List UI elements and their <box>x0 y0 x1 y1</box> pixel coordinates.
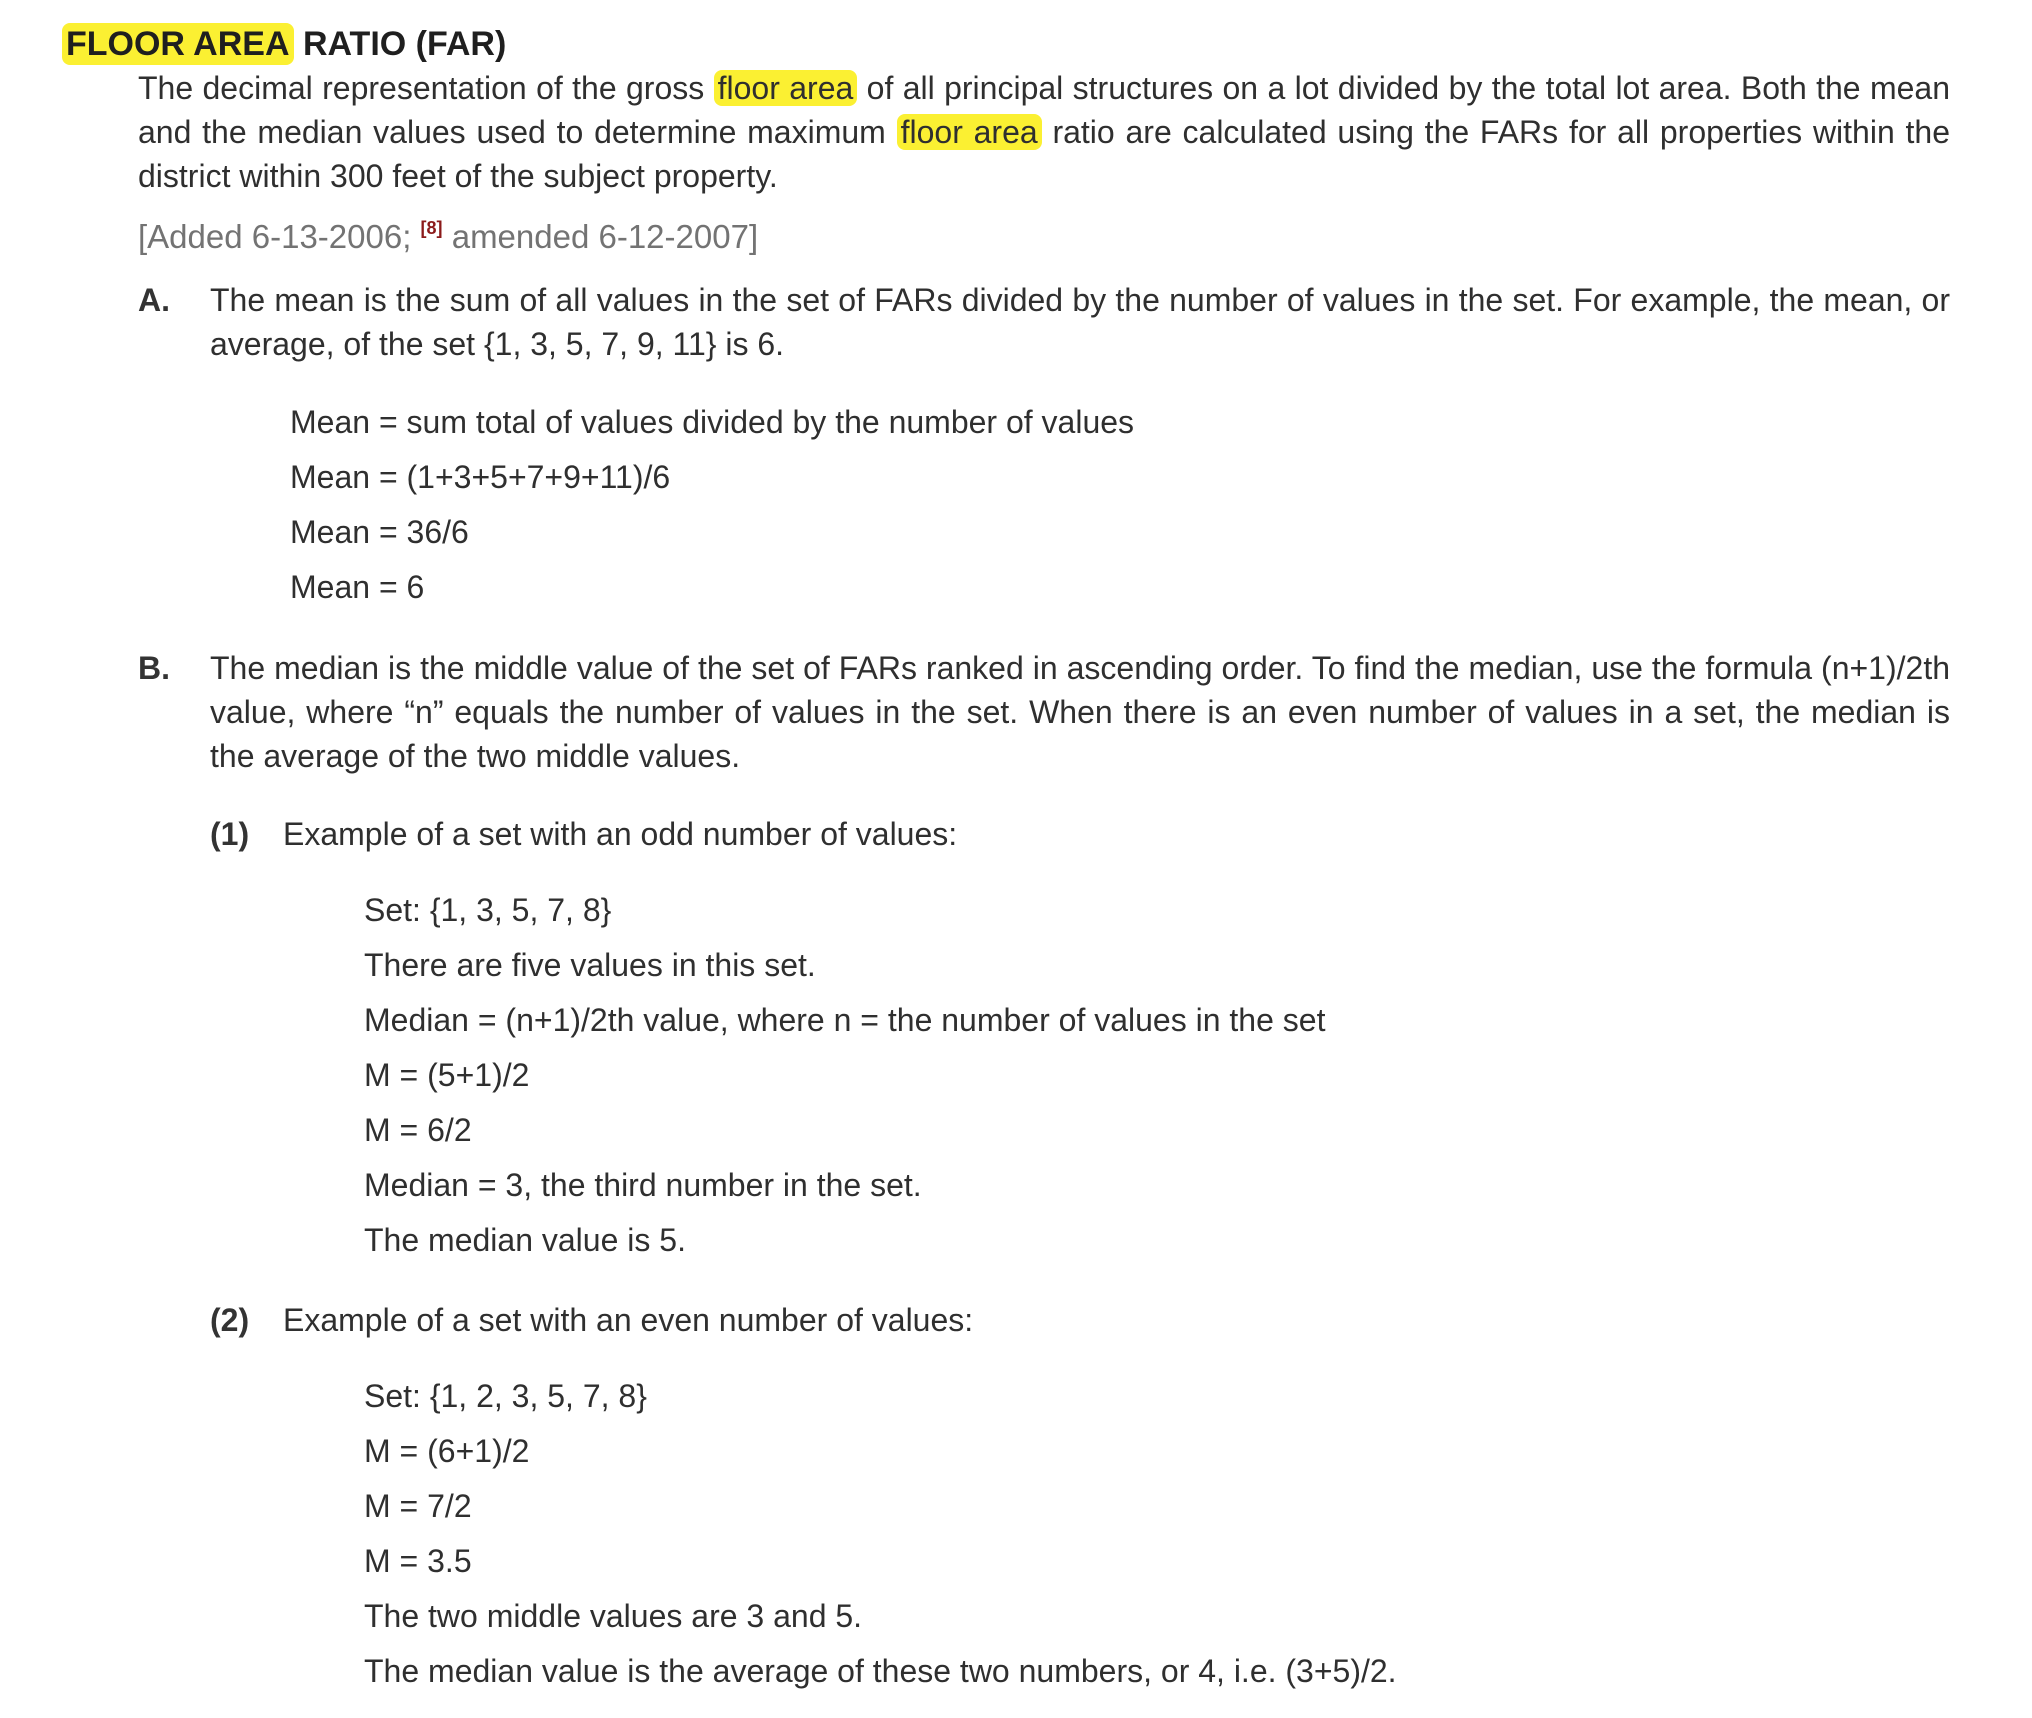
section-b-text: The median is the middle value of the set of FARs ranked in ascending order. To find the median, use the formula (n+1)/2th value, where “n” equals the number of values in the set. When there is an even number of values in a set, the median is the average of the two middle values. <box>210 650 1950 774</box>
even-example-line: The median value is the average of these two numbers, or 4, i.e. (3+5)/2. <box>364 1653 1397 1689</box>
subsection-1-label: (1) <box>210 816 250 852</box>
odd-example-line: Set: {1, 3, 5, 7, 8} <box>364 892 612 928</box>
search-highlight: floor area <box>897 114 1042 150</box>
even-example-line: M = 7/2 <box>364 1488 472 1524</box>
search-highlight: floor area <box>714 70 858 106</box>
odd-example-line: M = 6/2 <box>364 1112 472 1148</box>
odd-example-line: Median = (n+1)/2th value, where n = the number of values in the set <box>364 1002 1326 1038</box>
history-note <box>138 206 758 259</box>
definition-text-3: ratio are calculated using the FARs for all properties within the district within 300 feet of the subject property. <box>138 114 1951 194</box>
odd-example-line: There are five values in this set. <box>364 947 816 983</box>
heading-highlight: FLOOR AREA <box>62 23 294 65</box>
even-example-line: The two middle values are 3 and 5. <box>364 1598 863 1634</box>
mean-formula-line: Mean = (1+3+5+7+9+11)/6 <box>290 459 671 495</box>
definition-text-1: The decimal representation of the gross <box>138 70 714 106</box>
history-amended: amended 6-12-2007] <box>442 218 759 255</box>
footnote-link[interactable]: [8] <box>420 218 443 238</box>
even-example-line: Set: {1, 2, 3, 5, 7, 8} <box>364 1378 647 1414</box>
mean-formula-line: Mean = 6 <box>290 569 425 605</box>
definition-text-2: of all principal structures on a lot divided by the total lot area. Both the mean and the median values used to determine maximum <box>138 70 1951 150</box>
odd-example-line: Median = 3, the third number in the set. <box>364 1167 922 1203</box>
section-b-label: B. <box>138 650 170 686</box>
section-a-label: A. <box>138 282 170 318</box>
even-example-line: M = 3.5 <box>364 1543 472 1579</box>
mean-formula-line: Mean = 36/6 <box>290 514 469 550</box>
term-heading <box>62 20 506 68</box>
heading-rest: RATIO (FAR) <box>293 25 507 63</box>
section-a-text: The mean is the sum of all values in the set of FARs divided by the number of values in the set. For example, the mean, or average, of the set {1, 3, 5, 7, 9, 11} is 6. <box>210 282 1950 362</box>
subsection-2-title: Example of a set with an even number of values: <box>283 1302 974 1338</box>
subsection-1-title: Example of a set with an odd number of values: <box>283 816 958 852</box>
odd-example-line: The median value is 5. <box>364 1222 686 1258</box>
definition-paragraph <box>138 66 1950 198</box>
subsection-2-label: (2) <box>210 1302 250 1338</box>
even-example-line: M = (6+1)/2 <box>364 1433 530 1469</box>
history-added: [Added 6-13-2006; <box>138 218 421 255</box>
odd-example-line: M = (5+1)/2 <box>364 1057 530 1093</box>
mean-formula-line: Mean = sum total of values divided by the number of values <box>290 404 1135 440</box>
